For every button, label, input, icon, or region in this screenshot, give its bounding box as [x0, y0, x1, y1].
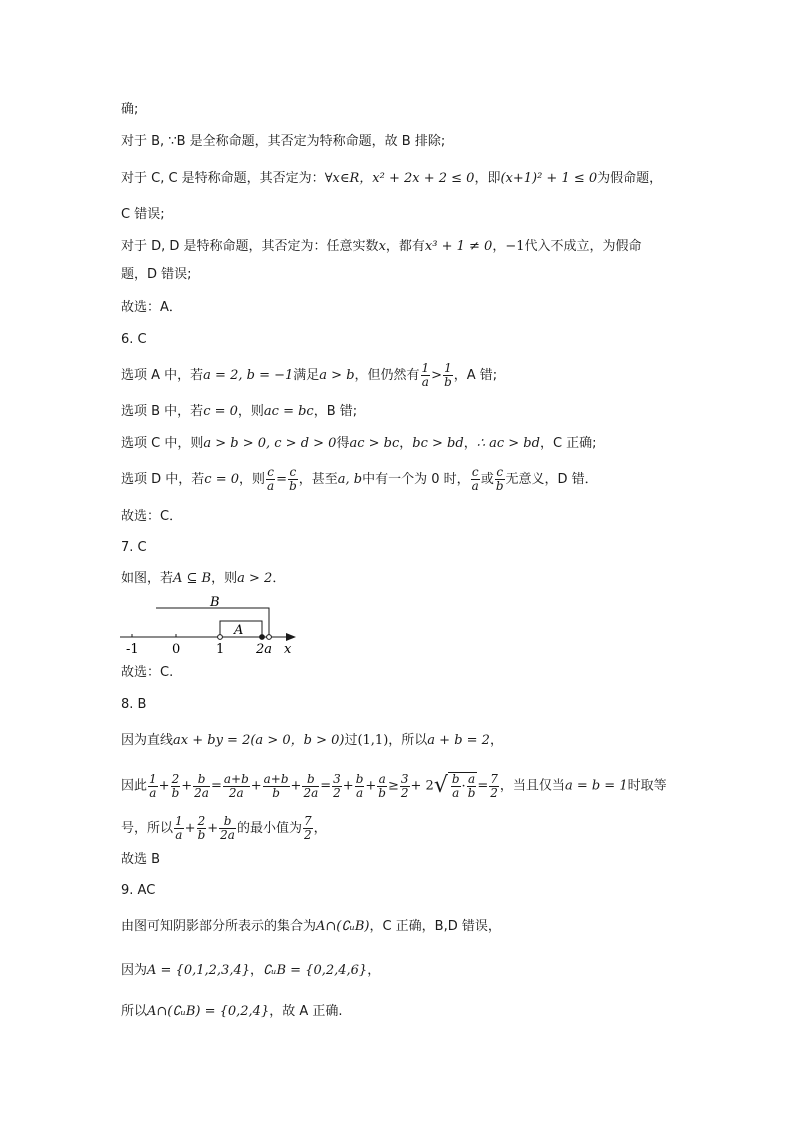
label-neg1: -1	[126, 642, 139, 656]
line-6: 题，D 错误;	[121, 267, 192, 282]
line-8-given: 因为直线ax + by = 2(a > 0，b > 0)过(1,1)，所以a + b = 2，	[121, 733, 503, 748]
frac-apb-2a: $\frac{a+b}{2a}$	[223, 771, 249, 800]
line-choose-c: 故选：C．	[121, 509, 183, 524]
line-5: 对于 D, D 是特称命题，其否定为：任意实数x，都有x³ + 1 ≠ 0，−1代入不成立，为假命	[121, 239, 642, 254]
line-4: C 错误;	[121, 207, 165, 222]
sqrt-body: $\frac{b}{a}$ · $\frac{a}{b}$	[448, 772, 478, 800]
label-x: x	[284, 642, 292, 656]
line-8-min: 号，所以 $\frac{1}{a}$ + $\frac{2}{b}$ + $\frac{b}{2a}$ 的最小值为 $\frac{7}{2}$ ，	[121, 814, 327, 842]
frac-b-a: $\frac{b}{a}$	[355, 771, 364, 800]
line-3: 对于 C, C 是特称命题，其否定为：∀x∈R，x² + 2x + 2 ≤ 0，即(x+1)² + 1 ≤ 0为假命题，	[121, 171, 663, 186]
line-choose-c-2: 故选：C.	[121, 665, 174, 680]
line-option-c: 选项 C 中，则a > b > 0, c > d > 0得ac > bc，bc > bd，∴ ac > bd，C 正确;	[121, 436, 597, 451]
line-1: 确;	[121, 102, 139, 117]
line-option-b: 选项 B 中，若c = 0，则ac = bc，B 错;	[121, 404, 358, 419]
frac-apb-b: $\frac{a+b}{b}$	[263, 771, 289, 800]
frac-1-a: $\frac{1}{a}$	[149, 771, 157, 800]
answer-8: 8. B	[121, 697, 147, 712]
frac-b-2a-2: $\frac{b}{2a}$	[303, 771, 319, 800]
set-a-label: A	[234, 623, 244, 638]
label-1: 1	[216, 642, 225, 656]
line-8-derivation: 因此 $\frac{1}{a}$ + $\frac{2}{b}$ + $\frac{b}{2a}$ = $\frac{a+b}{2a}$ + $\frac{a+b}{b}$ + $\frac{b}{2a}$ = $\frac{3}{2}$ + $\frac{b}{a}$ + $\frac{a}{b}$ ≥ $\frac{3}{2}$ + 2√ $\frac{b}{a}$ · $\frac{a}{b}$ = $\frac{7}{2}$ ，当且仅当a = b = 1时取等	[121, 771, 667, 800]
sqrt-sign: √	[433, 773, 448, 798]
answer-6: 6. C	[121, 332, 147, 347]
label-2a: 2a	[256, 642, 273, 656]
frac-a-b: $\frac{a}{b}$	[378, 771, 386, 800]
line-9-sets: 因为A = {0,1,2,3,4}，∁ᵤB = {0,2,4,6}，	[121, 963, 381, 978]
frac-c-b: $\frac{c}{b}$	[289, 465, 297, 493]
answer-7: 7. C	[121, 540, 147, 555]
line-option-a: 选项 A 中，若a = 2, b = −1满足a > b，但仍然有 $\frac{1}{a}$ > $\frac{1}{b}$ ，A 错;	[121, 361, 498, 389]
point-a-open	[267, 635, 272, 640]
frac-1-a-3: $\frac{1}{a}$	[175, 814, 183, 842]
set-b-label: B	[210, 595, 220, 610]
label-0: 0	[172, 642, 181, 656]
line-9-result: 所以A∩(∁ᵤB) = {0,2,4}，故 A 正确.	[121, 1004, 343, 1019]
frac-3-2: $\frac{3}{2}$	[333, 771, 341, 800]
answer-9: 9. AC	[121, 883, 156, 898]
line-7: 故选：A．	[121, 300, 182, 315]
axis-arrow	[286, 633, 296, 641]
line-figure-intro: 如图，若A ⊆ B，则a > 2．	[121, 571, 286, 586]
frac-a-b-2: $\frac{a}{b}$	[467, 772, 476, 800]
frac-1-b: $\frac{1}{b}$	[444, 361, 452, 389]
number-line-figure	[118, 594, 308, 656]
frac-7-2-2: $\frac{7}{2}$	[303, 814, 312, 842]
set-b-bracket	[156, 608, 269, 637]
frac-c-a-2: $\frac{c}{a}$	[471, 465, 479, 493]
frac-b-a-2: $\frac{b}{a}$	[451, 772, 460, 800]
line-choose-b: 故选 B	[121, 852, 161, 867]
frac-3-2-2: $\frac{3}{2}$	[400, 771, 409, 800]
frac-2-b-2: $\frac{2}{b}$	[197, 814, 206, 842]
frac-b-2a-3: $\frac{b}{2a}$	[220, 814, 235, 842]
frac-c-b-2: $\frac{c}{b}$	[495, 465, 504, 493]
point-1-open	[218, 635, 223, 640]
frac-b-2a: $\frac{b}{2a}$	[194, 771, 209, 800]
line-9-shaded: 由图可知阴影部分所表示的集合为A∩(∁ᵤB)，C 正确，B,D 错误，	[121, 919, 501, 934]
line-2: 对于 B, ∵B 是全称命题，其否定为特称命题，故 B 排除;	[121, 134, 446, 149]
line-option-d: 选项 D 中，若c = 0，则 $\frac{c}{a}$ = $\frac{c}{b}$ ，甚至a, b中有一个为 0 时， $\frac{c}{a}$ 或 $\frac{c}{b}$ 无意义，D 错．	[121, 465, 598, 493]
frac-2-b: $\frac{2}{b}$	[171, 771, 180, 800]
frac-1-a: $\frac{1}{a}$	[421, 361, 430, 389]
frac-7-2: $\frac{7}{2}$	[490, 771, 498, 800]
frac-c-a: $\frac{c}{a}$	[267, 465, 275, 493]
point-2-closed	[260, 635, 265, 640]
